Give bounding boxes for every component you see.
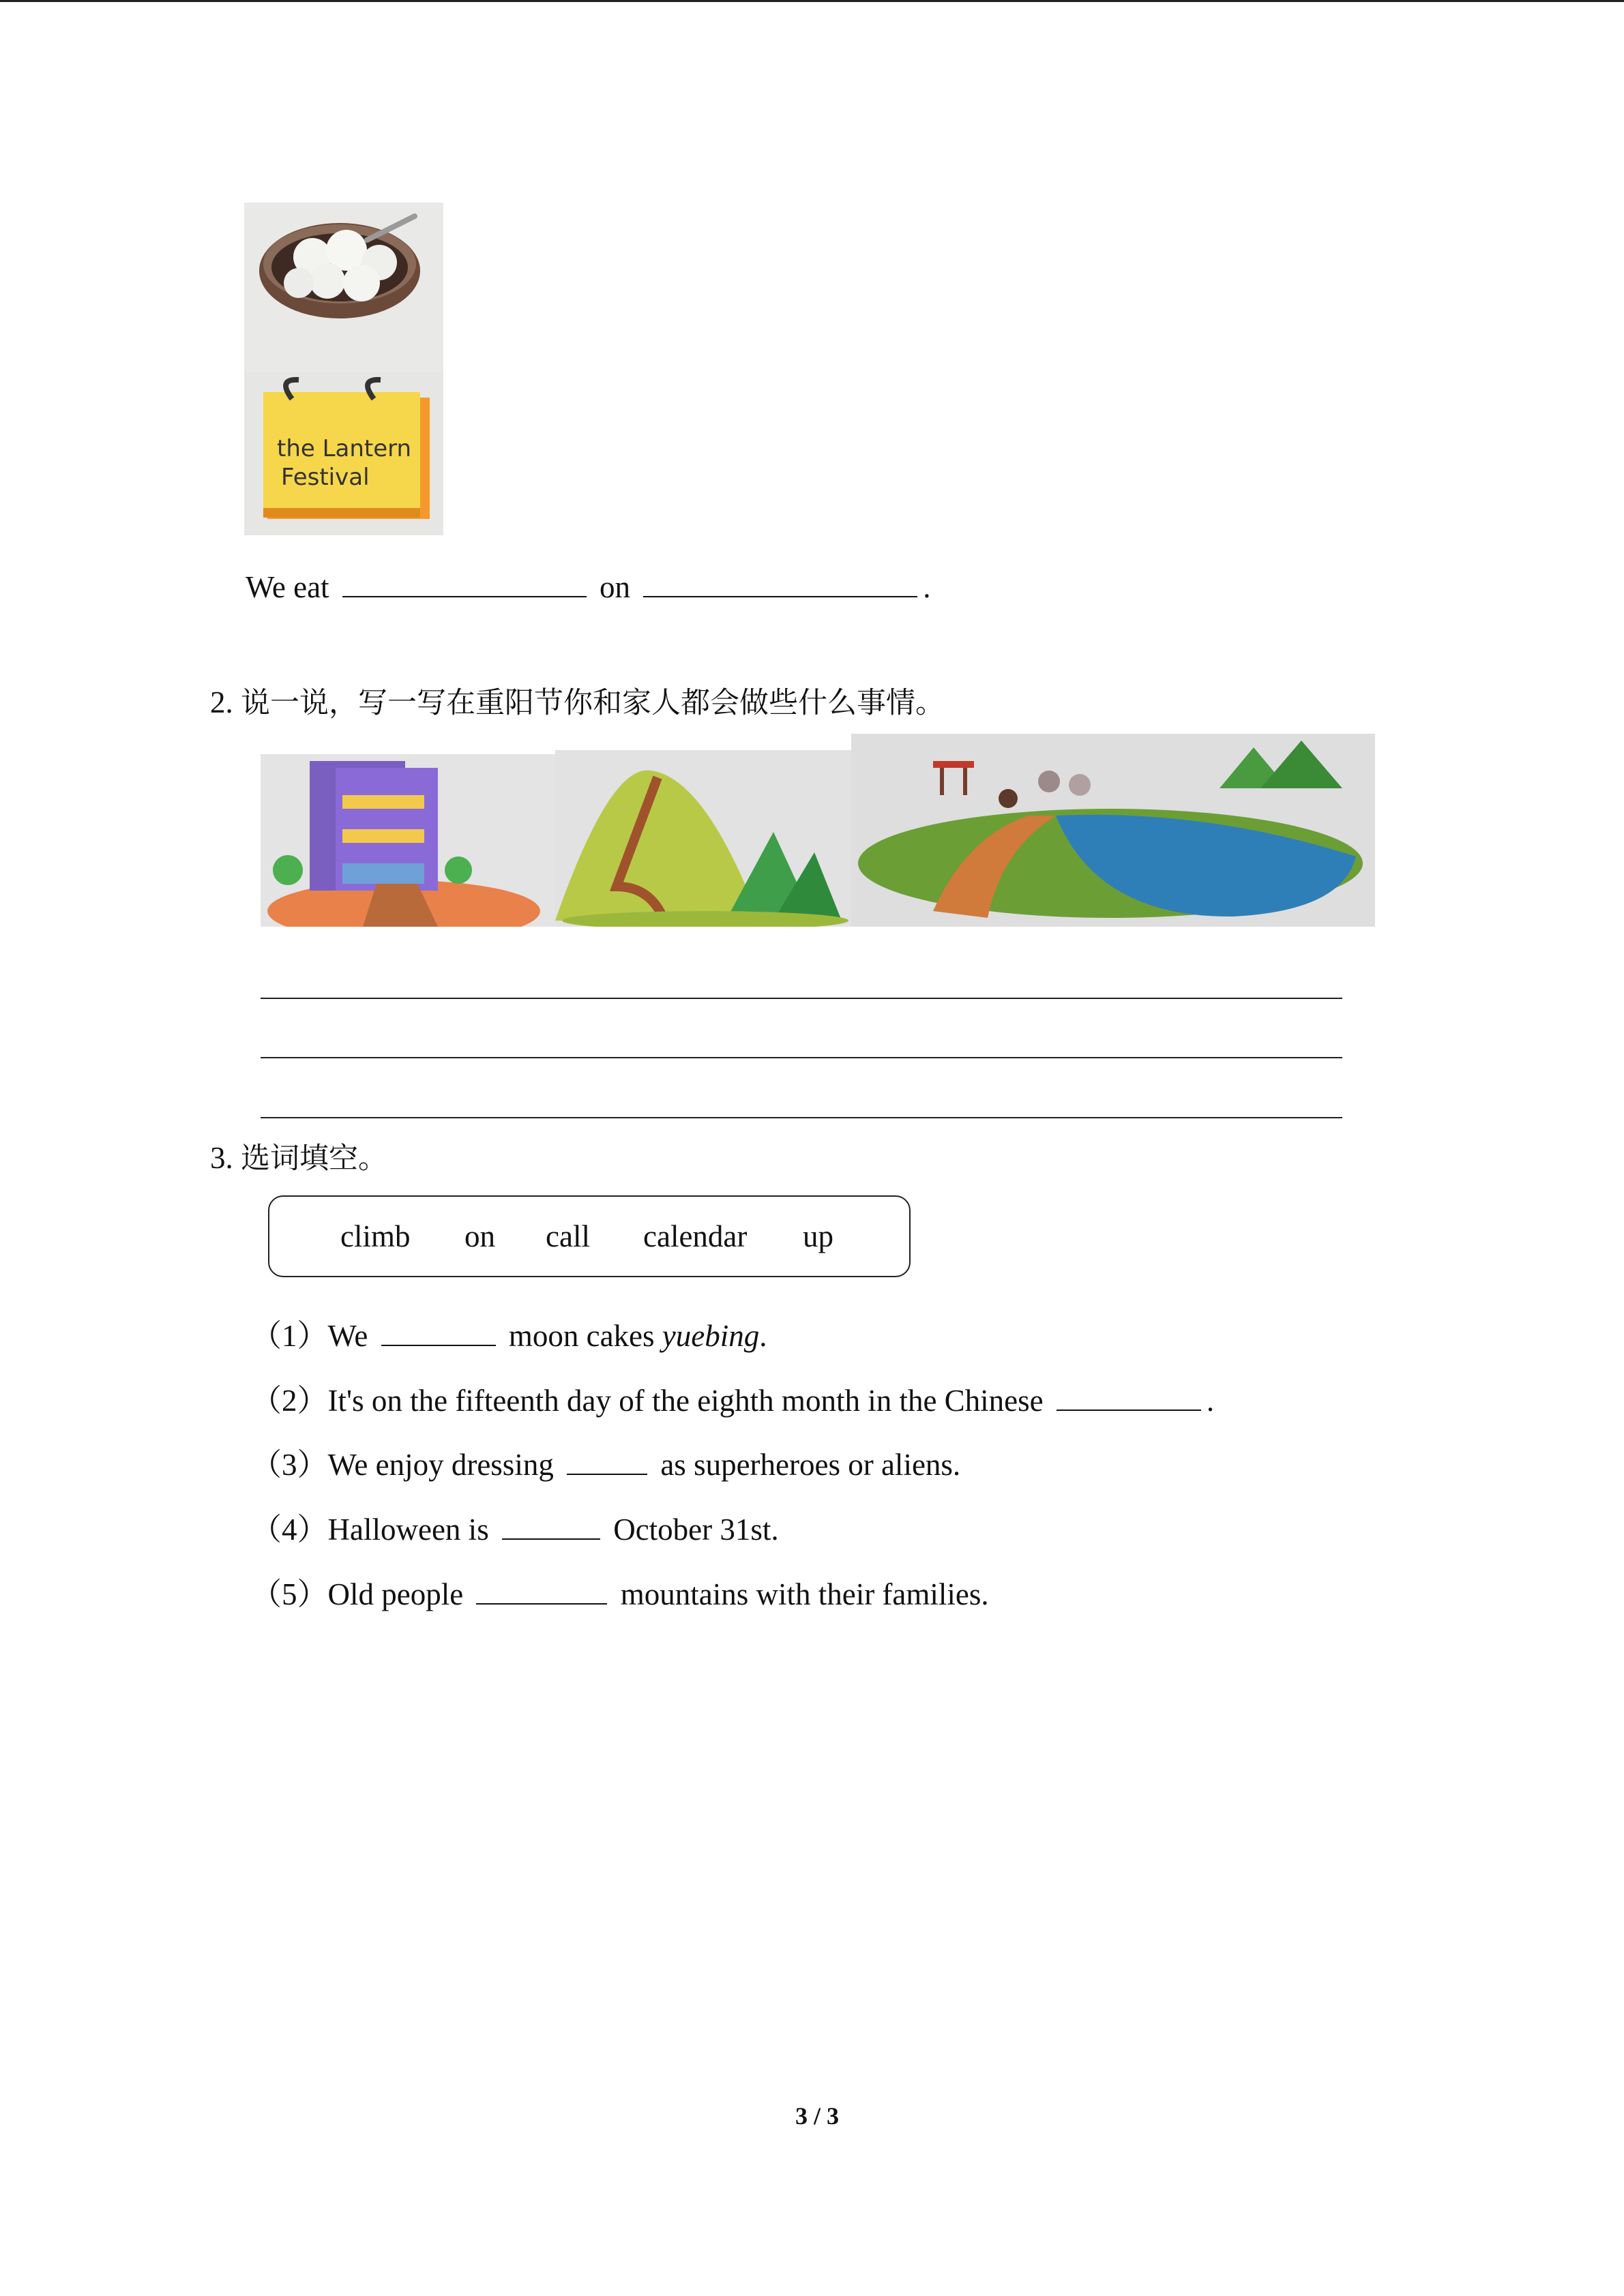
lantern-festival-calendar-image	[244, 372, 443, 535]
q1-sentence-part1: We eat	[246, 570, 329, 604]
q2-number: 2.	[210, 685, 233, 719]
q2-writing-line-3[interactable]	[261, 1117, 1342, 1118]
q2-heading	[210, 687, 945, 718]
park-family-image	[851, 734, 1375, 927]
q3-item-number: （2）	[251, 1384, 328, 1418]
q3-prompt: 选词填空。	[241, 1142, 387, 1176]
q3-item-4-blank[interactable]	[502, 1512, 600, 1540]
q3-item-text-b: mountains with their families.	[620, 1577, 989, 1611]
q3-item-number: （5）	[251, 1577, 328, 1611]
q2-writing-line-2[interactable]	[261, 1057, 1342, 1058]
q2-prompt: 说一说，写一写在重阳节你和家人都会做些什么事情。	[241, 686, 945, 720]
q1-sentence-end: .	[923, 570, 931, 604]
q3-item-2	[251, 1384, 1214, 1416]
q3-item-3-blank[interactable]	[567, 1448, 647, 1475]
q3-item-text-b: October 31st.	[613, 1512, 779, 1547]
word-bank-item: call	[546, 1219, 590, 1253]
q3-item-text-c: .	[1206, 1384, 1215, 1418]
mountain-climbing-image	[555, 750, 851, 927]
top-border	[0, 0, 1624, 2]
q3-item-text-b: moon cakes	[508, 1319, 655, 1353]
q3-heading	[210, 1143, 387, 1174]
q3-item-1	[251, 1319, 767, 1352]
word-bank-box	[268, 1195, 911, 1277]
q1-sentence	[246, 570, 931, 603]
q3-item-3	[251, 1448, 960, 1480]
word-bank-item: climb	[340, 1219, 411, 1253]
q3-item-5	[251, 1577, 989, 1610]
word-bank-item: up	[803, 1219, 833, 1253]
word-bank-item: calendar	[643, 1219, 748, 1253]
q3-item-text-a: Halloween is	[327, 1512, 489, 1547]
q3-item-1-blank[interactable]	[381, 1319, 496, 1346]
q3-number: 3.	[210, 1141, 233, 1175]
q3-item-number: （3）	[251, 1448, 328, 1482]
q3-item-italic: yuebing	[662, 1319, 760, 1353]
q1-blank-food[interactable]	[342, 570, 587, 597]
q3-item-2-blank[interactable]	[1057, 1384, 1201, 1411]
q3-item-text-a: We enjoy dressing	[327, 1448, 554, 1482]
q3-item-5-blank[interactable]	[476, 1577, 607, 1605]
calendar-label-line2: Festival	[281, 464, 370, 491]
q3-item-4	[251, 1512, 779, 1545]
q3-item-text-a: Old people	[327, 1577, 464, 1611]
page-number: 3 / 3	[795, 2102, 840, 2130]
q3-item-text-c: .	[759, 1319, 767, 1353]
word-bank-item: on	[464, 1219, 495, 1253]
q3-item-text-a: We	[327, 1319, 368, 1353]
q3-item-number: （1）	[251, 1319, 328, 1353]
q3-item-number: （4）	[251, 1512, 328, 1547]
tangyuan-bowl-image	[244, 203, 443, 372]
q1-sentence-part2: on	[600, 570, 631, 604]
q3-item-text-a: It's on the fifteenth day of the eighth month in the Chinese	[327, 1384, 1044, 1418]
q1-blank-festival[interactable]	[643, 570, 917, 597]
q2-writing-line-1[interactable]	[261, 998, 1342, 999]
family-building-image	[261, 754, 555, 927]
q3-item-text-b: as superheroes or aliens.	[660, 1448, 961, 1482]
calendar-label-line1: the Lantern	[277, 435, 412, 462]
